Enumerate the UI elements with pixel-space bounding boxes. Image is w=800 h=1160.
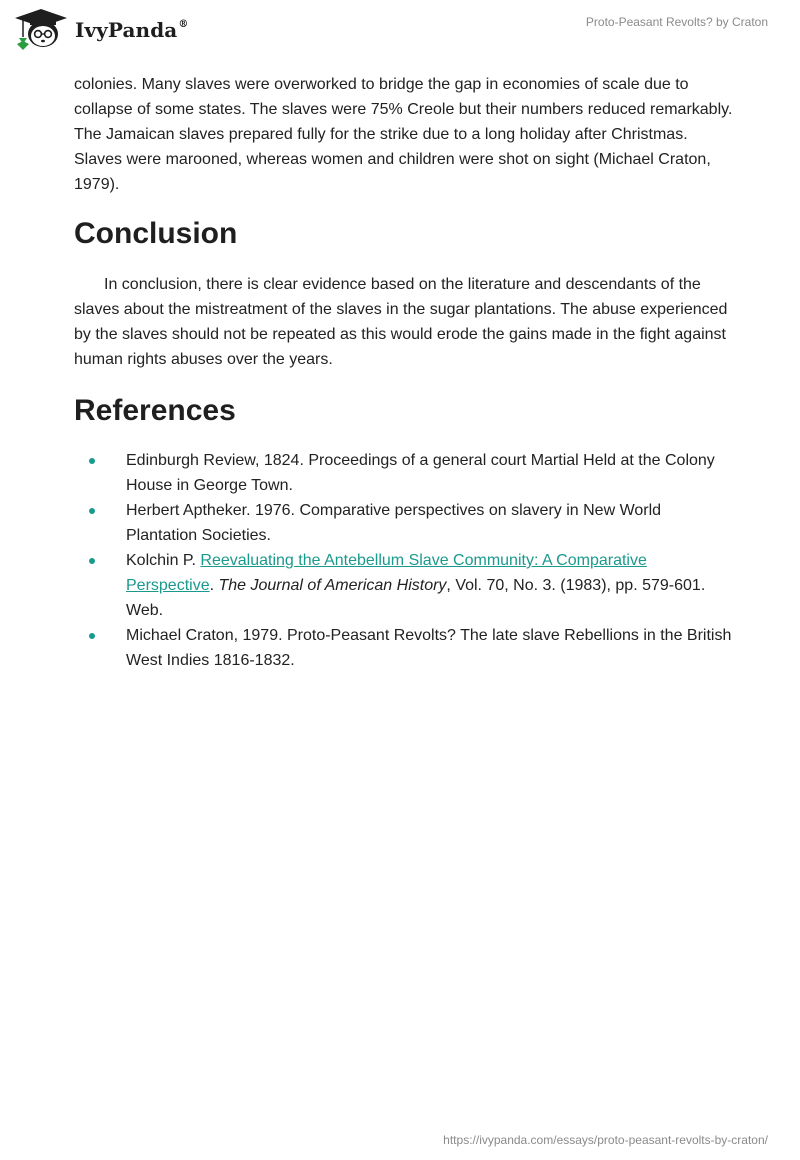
footer-url[interactable]: https://ivypanda.com/essays/proto-peasant-revolts-by-craton/ (443, 1133, 768, 1147)
bullet-dot-icon (89, 508, 95, 514)
reference-link[interactable]: Reevaluating the Antebellum Slave Community: A Comparative Perspective (126, 552, 647, 594)
document-title: Proto-Peasant Revolts? by Craton (585, 15, 768, 29)
ivypanda-logo[interactable] (13, 8, 188, 50)
references-list (74, 448, 734, 673)
reference-text: Edinburgh Review, 1824. Proceedings of a general court Martial Held at the Colony House in George Town. (126, 452, 715, 494)
reference-item (74, 548, 734, 623)
reference-text: Michael Craton, 1979. Proto-Peasant Revolts? The late slave Rebellions in the British West Indies 1816-1832. (126, 627, 732, 669)
references-heading: References (74, 394, 236, 427)
bullet-dot-icon (89, 558, 95, 564)
reference-journal: The Journal of American History (218, 577, 447, 594)
reference-item (74, 623, 734, 673)
panda-graduation-cap-icon (13, 8, 69, 50)
bullet-dot-icon (89, 458, 95, 464)
bullet-dot-icon (89, 633, 95, 639)
reference-after-link: . (209, 577, 219, 594)
reference-item (74, 448, 734, 498)
reference-suffix: , Vol. 70, No. 3. (1983), pp. 579-601. Web. (126, 577, 706, 619)
brand-name: IvyPanda® (75, 18, 189, 42)
registered-mark: ® (178, 19, 189, 31)
reference-prefix: Kolchin P. (126, 552, 201, 569)
reference-item (74, 498, 734, 548)
intro-paragraph: colonies. Many slaves were overworked to bridge the gap in economies of scale due to collapse of some states. The slaves were 75% Creole but their numbers reduced remarkably. The Jamaican slaves prepared fully for the strike due to a long holiday after Christmas. Slaves were marooned, whereas women and children were shot on sight (Michael Craton, 1979). (74, 76, 733, 193)
page-header (0, 0, 800, 70)
conclusion-heading: Conclusion (74, 217, 238, 250)
conclusion-paragraph: In conclusion, there is clear evidence based on the literature and descendants of the slaves about the mistreatment of the slaves in the sugar plantations. The abuse experienced by the slaves should not be repeated as this would erode the gains made in the fight against human rights abuses over the years. (74, 276, 728, 368)
reference-text: Herbert Aptheker. 1976. Comparative perspectives on slavery in New World Plantation Societies. (126, 502, 662, 544)
document-body (74, 72, 734, 673)
